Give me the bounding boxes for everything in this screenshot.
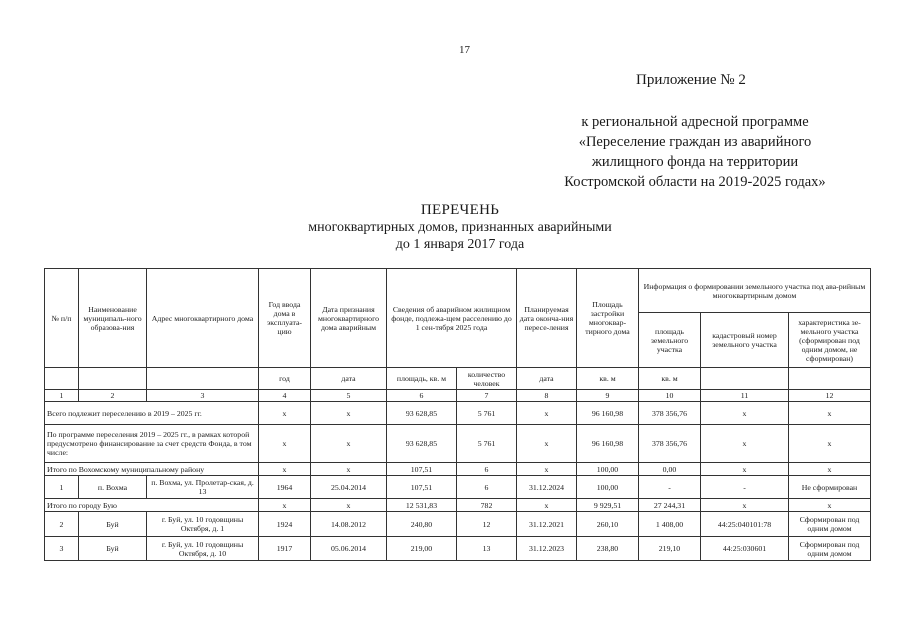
row-label: Всего подлежит переселению в 2019 – 2025 гг. — [45, 402, 259, 425]
table-cell: 1964 — [259, 476, 311, 499]
unit-cell: площадь, кв. м — [387, 368, 457, 390]
header-land-info: Информация о формировании земельного участка под ава-рийным многоквартирным домом — [639, 269, 871, 313]
header-address: Адрес многоквартирного дома — [147, 269, 259, 368]
table-cell: x — [789, 402, 871, 425]
table-cell: 260,10 — [577, 512, 639, 537]
appendix-line-3: жилищного фонда на территории — [591, 154, 799, 170]
table-cell: 1924 — [259, 512, 311, 537]
column-number: 12 — [789, 390, 871, 402]
row-label: Итого по городу Бую — [45, 499, 259, 512]
table-cell: 100,00 — [577, 463, 639, 476]
table-cell: x — [789, 499, 871, 512]
column-number: 6 — [387, 390, 457, 402]
table-cell: Не сформирован — [789, 476, 871, 499]
total-all-row — [45, 402, 871, 425]
units-row — [45, 368, 871, 390]
unit-cell: кв. м — [639, 368, 701, 390]
table-cell: Сформирован под одним домом — [789, 512, 871, 537]
appendix-title: Приложение № 2 — [636, 72, 746, 88]
table-cell: x — [311, 499, 387, 512]
table-cell: x — [701, 499, 789, 512]
table-cell: 93 628,85 — [387, 402, 457, 425]
table-cell: Буй — [79, 512, 147, 537]
table-cell: 2 — [45, 512, 79, 537]
appendix-line-2: «Переселение граждан из аварийного — [578, 134, 812, 150]
column-numbers-row — [45, 390, 871, 402]
header-num: № п/п — [45, 269, 79, 368]
column-number: 11 — [701, 390, 789, 402]
table-cell: 6 — [457, 463, 517, 476]
heading-line-1: многоквартирных домов, признанных аварийными — [308, 220, 612, 235]
table-cell: 5 761 — [457, 425, 517, 463]
table-cell: 96 160,98 — [577, 402, 639, 425]
row-label: Итого по Вохомскому муниципальному району — [45, 463, 259, 476]
document-heading — [260, 202, 660, 253]
table-cell: x — [701, 463, 789, 476]
table-cell: 31.12.2023 — [517, 537, 577, 561]
table-cell: 96 160,98 — [577, 425, 639, 463]
table-cell: 93 628,85 — [387, 425, 457, 463]
table-cell: 219,10 — [639, 537, 701, 561]
vokhma-total-row — [45, 463, 871, 476]
table-cell: x — [259, 402, 311, 425]
table-cell: 107,51 — [387, 476, 457, 499]
table-cell: 219,00 — [387, 537, 457, 561]
table-cell: x — [701, 425, 789, 463]
table-cell: 9 929,51 — [577, 499, 639, 512]
table-cell: - — [701, 476, 789, 499]
table-cell: x — [517, 402, 577, 425]
table-cell: 05.06.2014 — [311, 537, 387, 561]
table-cell: 100,00 — [577, 476, 639, 499]
table-cell: 378 356,76 — [639, 402, 701, 425]
appendix-line-1: к региональной адресной программе — [581, 114, 809, 130]
column-number: 4 — [259, 390, 311, 402]
table-cell: x — [517, 499, 577, 512]
appendix-line-4: Костромской области на 2019-2025 годах» — [564, 174, 826, 190]
appendix-subtitle — [540, 112, 850, 192]
table-cell: 5 761 — [457, 402, 517, 425]
unit-cell: дата — [311, 368, 387, 390]
table-cell: 14.08.2012 — [311, 512, 387, 537]
buy-total-row — [45, 499, 871, 512]
header-cadastral: кадастровый номер земельного участка — [701, 313, 789, 368]
column-number: 9 — [577, 390, 639, 402]
header-planned-end: Планируемая дата оконча-ния пересе-ления — [517, 269, 577, 368]
unit-cell: дата — [517, 368, 577, 390]
unit-cell: год — [259, 368, 311, 390]
heading-title: ПЕРЕЧЕНЬ — [420, 202, 500, 218]
header-fund-info: Сведения об аварийном жилищном фонде, подлежа-щем расселению до 1 сен-тября 2025 года — [387, 269, 517, 368]
table-row — [45, 537, 871, 561]
table-row — [45, 476, 871, 499]
page-number: 17 — [459, 44, 470, 56]
table-cell: п. Вохма, ул. Пролетар-ская, д. 13 — [147, 476, 259, 499]
column-number: 1 — [45, 390, 79, 402]
table-cell: x — [517, 463, 577, 476]
table-cell: 13 — [457, 537, 517, 561]
row-label: По программе переселения 2019 – 2025 гг., в рамках которой предусмотрено финансирование за счет средств Фонда, в том числе: — [45, 425, 259, 463]
table-cell: 782 — [457, 499, 517, 512]
table-cell: 27 244,31 — [639, 499, 701, 512]
table-cell: Буй — [79, 537, 147, 561]
header-row-1 — [45, 269, 871, 313]
header-recognition-date: Дата признания многоквартирного дома аварийным — [311, 269, 387, 368]
column-number: 8 — [517, 390, 577, 402]
table-cell: 107,51 — [387, 463, 457, 476]
unit-cell: кв. м — [577, 368, 639, 390]
table-cell: г. Буй, ул. 10 годовщины Октября, д. 10 — [147, 537, 259, 561]
program-row — [45, 425, 871, 463]
column-number: 5 — [311, 390, 387, 402]
table-cell: - — [639, 476, 701, 499]
table-row — [45, 512, 871, 537]
table-cell: x — [517, 425, 577, 463]
table-cell: x — [259, 463, 311, 476]
header-year-built: Год ввода дома в эксплуата-цию — [259, 269, 311, 368]
column-number: 10 — [639, 390, 701, 402]
heading-line-2: до 1 января 2017 года — [395, 237, 525, 252]
table-cell: 238,80 — [577, 537, 639, 561]
column-number: 3 — [147, 390, 259, 402]
table-cell: x — [311, 463, 387, 476]
column-number: 2 — [79, 390, 147, 402]
table-cell: x — [311, 425, 387, 463]
table-cell: 12 — [457, 512, 517, 537]
table-cell: 25.04.2014 — [311, 476, 387, 499]
table-cell: 240,80 — [387, 512, 457, 537]
table-cell: 12 531,83 — [387, 499, 457, 512]
table-cell: x — [789, 463, 871, 476]
table-cell: 31.12.2021 — [517, 512, 577, 537]
table-cell: г. Буй, ул. 10 годовщины Октября, д. 1 — [147, 512, 259, 537]
table-cell: Сформирован под одним домом — [789, 537, 871, 561]
table-cell: 378 356,76 — [639, 425, 701, 463]
column-number: 7 — [457, 390, 517, 402]
table-cell: x — [789, 425, 871, 463]
table-cell: 44:25:040101:78 — [701, 512, 789, 537]
header-land-area: площадь земельного участка — [639, 313, 701, 368]
table-cell: 44:25:030601 — [701, 537, 789, 561]
table-cell: 31.12.2024 — [517, 476, 577, 499]
table-cell: 0,00 — [639, 463, 701, 476]
table-cell: x — [701, 402, 789, 425]
header-land-character: характеристика зе-мельного участка (сформирован под одним домом, не сформирован) — [789, 313, 871, 368]
table-cell: 1 — [45, 476, 79, 499]
table-cell: x — [311, 402, 387, 425]
header-municipality: Наименование муниципаль-ного образова-ния — [79, 269, 147, 368]
table-cell: 1917 — [259, 537, 311, 561]
table-cell: 6 — [457, 476, 517, 499]
table-cell: x — [259, 499, 311, 512]
unit-cell: количество человек — [457, 368, 517, 390]
table-cell: 3 — [45, 537, 79, 561]
table-cell: 1 408,00 — [639, 512, 701, 537]
header-building-area: Площадь застройки многоквар-тирного дома — [577, 269, 639, 368]
buildings-table — [44, 268, 871, 561]
table-cell: x — [259, 425, 311, 463]
table-cell: п. Вохма — [79, 476, 147, 499]
